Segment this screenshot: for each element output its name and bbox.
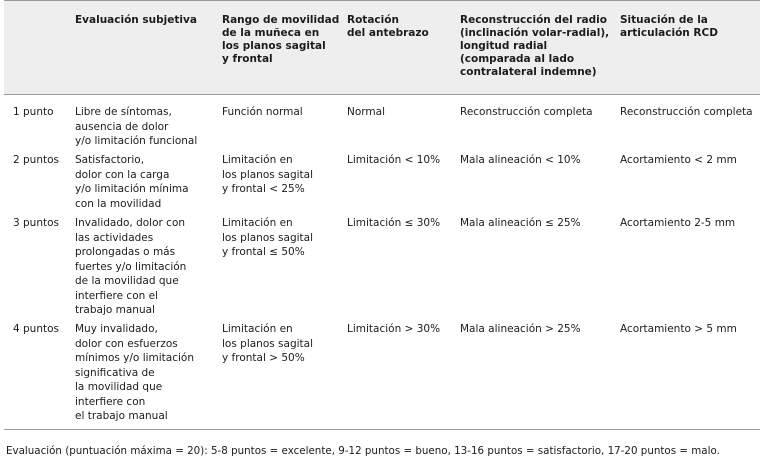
header-subjective: Evaluación subjetiva (75, 14, 197, 26)
row-rotation: Limitación < 10% (347, 154, 441, 166)
row-rotation: Limitación ≤ 30% (347, 217, 441, 229)
scoring-footnote: Evaluación (puntuación máxima = 20): 5-8 puntos = excelente, 9-12 puntos = bueno, 13-16 puntos = satisfactorio, 17-20 puntos = malo. (6, 445, 720, 457)
row-rotation: Normal (347, 106, 385, 118)
row-mobility: Limitación en los planos sagital y frontal ≤ 50% (222, 217, 314, 258)
row-score: 4 puntos (13, 323, 60, 335)
row-mobility: Función normal (222, 106, 303, 118)
row-radius: Mala alineación ≤ 25% (460, 217, 581, 229)
row-score: 2 puntos (13, 154, 60, 166)
table-header (4, 1, 760, 95)
row-mobility: Limitación en los planos sagital y frontal > 50% (222, 323, 314, 364)
row-subjective: Satisfactorio, dolor con la carga y/o limitación mínima con la movilidad (75, 154, 189, 210)
row-score: 1 punto (13, 106, 54, 118)
header-radius: Reconstrucción del radio (inclinación volar-radial), longitud radial (comparada al lado contralateral indemne) (460, 14, 610, 78)
row-rcd: Reconstrucción completa (620, 106, 753, 118)
row-radius: Reconstrucción completa (460, 106, 593, 118)
row-score: 3 puntos (13, 217, 60, 229)
row-radius: Mala alineación > 25% (460, 323, 581, 335)
row-subjective: Invalidado, dolor con las actividades prolongadas o más fuertes y/o limitación de la movilidad que interfiere con el trabajo manual (75, 217, 187, 316)
row-rcd: Acortamiento > 5 mm (620, 323, 737, 335)
row-subjective: Muy invalidado, dolor con esfuerzos mínimos y/o limitación significativa de la movilidad que interfiere con el trabajo manual (75, 323, 194, 422)
header-mobility: Rango de movilidad de la muñeca en los planos sagital y frontal (222, 14, 340, 65)
header-rotation: Rotación del antebrazo (347, 14, 429, 39)
row-radius: Mala alineación < 10% (460, 154, 581, 166)
row-rcd: Acortamiento < 2 mm (620, 154, 737, 166)
row-mobility: Limitación en los planos sagital y frontal < 25% (222, 154, 314, 195)
scoring-table (4, 0, 760, 430)
row-rotation: Limitación > 30% (347, 323, 441, 335)
header-rcd: Situación de la articulación RCD (620, 14, 718, 39)
row-rcd: Acortamiento 2-5 mm (620, 217, 736, 229)
row-subjective: Libre de síntomas, ausencia de dolor y/o limitación funcional (75, 106, 198, 147)
